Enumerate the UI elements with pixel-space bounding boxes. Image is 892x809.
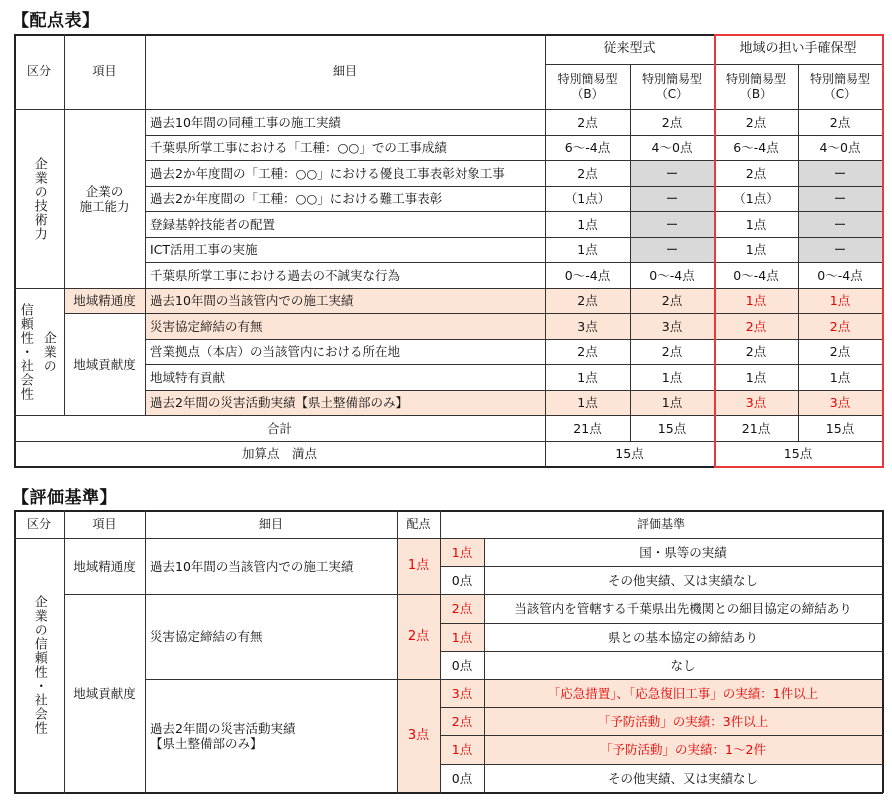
h2-kijun: 評価基準	[636, 516, 685, 531]
score-cell: －	[833, 165, 847, 181]
table-rule	[64, 34, 65, 416]
score-cell: 1点	[661, 395, 683, 410]
score-cell: 2点	[745, 114, 767, 130]
score-cell: 1点	[745, 293, 767, 308]
score-cell: 1点	[829, 293, 851, 308]
score-cell: 2点	[829, 318, 851, 334]
crit-text: 県との基本協定の締結あり	[607, 629, 758, 645]
header-koumoku: 項目	[92, 64, 117, 79]
crit-score: 1点	[451, 544, 473, 560]
score-cell: 2点	[661, 344, 683, 359]
h2-haiten: 配点	[406, 516, 431, 531]
table-rule	[545, 34, 546, 467]
header-col_b1: 特別簡易型 （B）	[557, 72, 618, 101]
crit-score: 0点	[451, 770, 473, 786]
header-saimoku: 細目	[332, 64, 357, 79]
table-rule	[145, 211, 883, 212]
score-cell: （1点）	[733, 191, 779, 206]
header-group-conventional: 従来型式	[603, 41, 656, 57]
crit-text: なし	[670, 657, 696, 673]
total-label: 合計	[266, 420, 292, 436]
table-rule	[14, 441, 883, 442]
score-cell: 4～0点	[819, 140, 861, 155]
highlight-border	[714, 34, 716, 467]
score-table-title: 【配点表】	[12, 11, 100, 31]
score-cell: －	[833, 216, 847, 232]
table-rule	[14, 34, 16, 467]
crit-text: 国・県等の実績	[639, 544, 727, 560]
table-rule	[64, 510, 65, 793]
score-cell: －	[665, 242, 679, 257]
detail-cell: 営業拠点（本店）の当該管内における所在地	[150, 344, 401, 359]
category-trust-b: 信頼性・社会性	[17, 302, 33, 401]
score-cell: 2点	[745, 344, 767, 359]
bonus-local: 15点	[783, 446, 813, 461]
total-cell: 21点	[741, 420, 771, 436]
score-cell: 0～-4点	[564, 267, 611, 283]
score-cell: －	[833, 242, 847, 257]
table-rule	[145, 186, 883, 187]
detail-cell: 災害協定締結の有無	[150, 318, 263, 334]
table-rule	[440, 623, 883, 624]
table-rule	[145, 339, 883, 340]
highlight-border	[882, 34, 884, 467]
score-cell: 2点	[829, 344, 851, 359]
h2-category: 企業の信頼性・社会性	[31, 595, 47, 735]
detail-cell: 登録基幹技能者の配置	[150, 216, 276, 232]
table-rule	[440, 566, 883, 567]
bonus-conventional: 15点	[615, 446, 644, 461]
crit-detail: 過去10年間の当該管内での施工実績	[150, 558, 354, 574]
points-cell: 2点	[407, 628, 430, 644]
crit-score: 1点	[451, 742, 473, 757]
table-rule	[64, 313, 883, 314]
table-rule	[798, 64, 799, 442]
score-cell: 1点	[745, 242, 767, 257]
h2-saimoku: 細目	[258, 516, 283, 531]
score-cell: 2点	[577, 114, 598, 130]
score-cell: 6～-4点	[733, 140, 779, 155]
table-rule	[440, 764, 883, 765]
total-cell: 15点	[825, 420, 855, 436]
detail-cell: 千葉県所掌工事における「工種：○○」での工事成績	[150, 140, 447, 155]
table-rule	[484, 538, 485, 793]
total-cell: 21点	[573, 420, 602, 436]
table-rule	[145, 510, 146, 793]
score-cell: 1点	[745, 369, 767, 385]
table-rule	[630, 64, 631, 442]
item-seitsu: 地域精通度	[73, 293, 136, 308]
table-rule	[145, 679, 883, 680]
crit-text: 「予防活動」の実績：1～2件	[600, 742, 766, 757]
score-cell: 0～-4点	[649, 267, 695, 283]
score-cell: 1点	[745, 216, 767, 232]
crit-detail: 過去2年間の災害活動実績 【県土整備部のみ】	[150, 720, 296, 751]
crit-text: 当該管内を管轄する千葉県出先機関との細目協定の締結あり	[514, 601, 852, 616]
score-cell: －	[665, 216, 679, 232]
h2-item-kouken: 地域貢献度	[73, 685, 136, 701]
score-cell: 2点	[829, 114, 851, 130]
score-cell: （1点）	[564, 191, 611, 206]
highlight-border	[714, 466, 884, 468]
points-cell: 1点	[407, 558, 430, 574]
score-cell: 2点	[661, 293, 683, 308]
crit-score: 0点	[451, 572, 473, 588]
header-col_c2: 特別簡易型 （C）	[809, 72, 870, 101]
header-group-local: 地域の担い手確保型	[739, 41, 857, 57]
h2-item-seitsu: 地域精通度	[73, 558, 136, 574]
table-rule	[145, 390, 883, 391]
score-cell: 3点	[661, 318, 683, 334]
category-trust-a: 企業の	[40, 330, 56, 373]
score-cell: 4～0点	[651, 140, 693, 155]
h2-koumoku: 項目	[92, 516, 117, 531]
bonus-label: 加算点 満点	[241, 446, 317, 461]
table-rule	[145, 262, 883, 263]
table-rule	[440, 707, 883, 708]
score-cell: 2点	[577, 344, 598, 359]
crit-text: 「応急措置」、「応急復旧工事」の実績：1件以上	[547, 685, 819, 701]
table-rule	[64, 594, 883, 595]
crit-score: 3点	[451, 685, 473, 701]
crit-detail: 災害協定締結の有無	[150, 629, 263, 644]
header-col_b2: 特別簡易型 （B）	[725, 72, 786, 101]
header-col_c1: 特別簡易型 （C）	[641, 72, 702, 101]
table-rule	[440, 735, 883, 736]
h2-kubun: 区分	[26, 516, 51, 531]
crit-score: 2点	[451, 601, 473, 616]
crit-score: 0点	[451, 657, 473, 673]
table-rule	[440, 651, 883, 652]
item-kouken: 地域貢献度	[73, 356, 136, 372]
table-rule	[145, 237, 883, 238]
total-cell: 15点	[657, 420, 687, 436]
score-cell: 0～-4点	[817, 267, 863, 283]
item-sekou: 企業の 施工能力	[79, 183, 130, 214]
score-cell: －	[665, 165, 679, 181]
score-cell: 3点	[745, 395, 767, 410]
table-rule	[145, 160, 883, 161]
crit-text: 「予防活動」の実績：3件以上	[597, 713, 769, 729]
score-cell: －	[665, 191, 679, 206]
crit-score: 2点	[451, 713, 473, 729]
score-cell: 1点	[577, 242, 598, 257]
score-cell: 1点	[577, 369, 598, 385]
detail-cell: 過去2か年度間の「工種：○○」における難工事表彰	[150, 191, 443, 206]
score-cell: 2点	[661, 114, 683, 130]
table-rule	[145, 135, 883, 136]
score-cell: 1点	[661, 369, 683, 385]
score-cell: 0～-4点	[733, 267, 779, 283]
detail-cell: 過去2か年度間の「工種：○○」における優良工事表彰対象工事	[150, 165, 505, 181]
table-rule	[145, 364, 883, 365]
detail-cell: ICT活用工事の実施	[150, 242, 258, 257]
score-cell: 1点	[577, 216, 598, 232]
score-cell: 2点	[577, 293, 598, 308]
highlight-border	[714, 34, 884, 36]
score-cell: 1点	[829, 369, 851, 385]
score-cell: 3点	[829, 395, 851, 410]
score-cell: 2点	[745, 318, 767, 334]
detail-cell: 過去10年間の当該管内での施工実績	[150, 293, 354, 308]
score-cell: 2点	[577, 165, 598, 181]
table-rule	[14, 510, 16, 793]
score-cell: 2点	[745, 165, 767, 181]
detail-cell: 地域特有貢献	[150, 369, 226, 385]
score-cell: 1点	[577, 395, 598, 410]
header-kubun: 区分	[26, 64, 51, 79]
criteria-table-title: 【評価基準】	[12, 488, 117, 508]
table-rule	[145, 34, 146, 416]
table-rule	[397, 510, 398, 793]
category-tech: 企業の技術力	[31, 156, 47, 241]
score-cell: 6～-4点	[564, 140, 611, 155]
detail-cell: 千葉県所掌工事における過去の不誠実な行為	[150, 267, 401, 283]
detail-cell: 過去2年間の災害活動実績【県土整備部のみ】	[150, 395, 408, 410]
score-cell: －	[833, 191, 847, 206]
detail-cell: 過去10年間の同種工事の施工実績	[150, 114, 341, 130]
crit-score: 1点	[451, 629, 473, 645]
points-cell: 3点	[407, 727, 430, 743]
crit-text: その他実績、又は実績なし	[607, 770, 758, 786]
crit-text: その他実績、又は実績なし	[607, 572, 758, 588]
score-cell: 3点	[577, 318, 598, 334]
